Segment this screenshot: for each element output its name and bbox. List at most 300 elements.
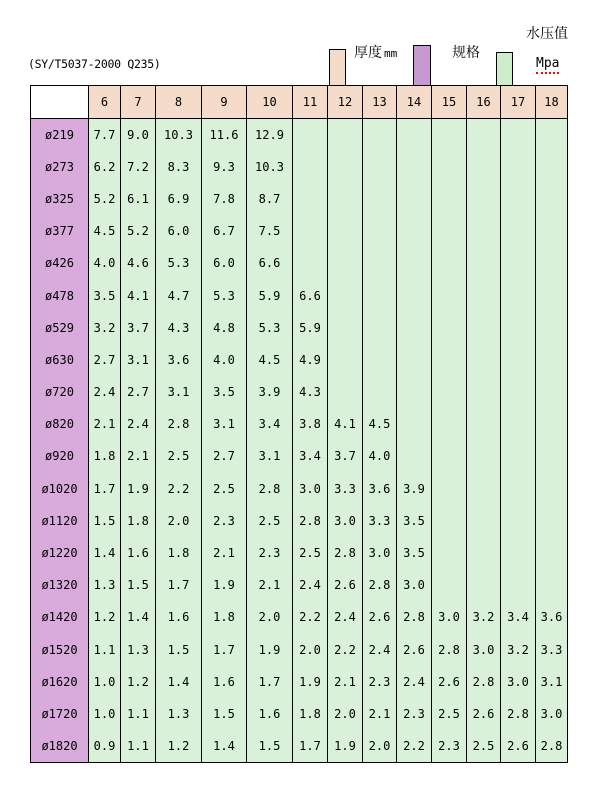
- value-cell: 3.0: [293, 473, 328, 505]
- value-cell: [536, 151, 568, 183]
- value-cell: [501, 408, 536, 440]
- value-cell: 4.0: [202, 344, 247, 376]
- value-cell: 4.8: [202, 312, 247, 344]
- value-cell: 2.6: [363, 601, 397, 633]
- value-cell: 2.5: [467, 730, 501, 762]
- value-cell: [397, 376, 432, 408]
- value-cell: [467, 312, 501, 344]
- row-label-d273: ø273: [31, 151, 89, 183]
- thickness-legend-label: [354, 46, 397, 60]
- value-cell: [467, 119, 501, 151]
- value-cell: 2.8: [328, 537, 363, 569]
- value-cell: 2.6: [397, 634, 432, 666]
- value-cell: 1.1: [89, 634, 121, 666]
- column-header-15: 15: [432, 86, 467, 119]
- value-cell: [501, 376, 536, 408]
- row-label-d325: ø325: [31, 183, 89, 215]
- row-label-d1720: ø1720: [31, 698, 89, 730]
- value-cell: 4.0: [363, 440, 397, 472]
- value-cell: [328, 312, 363, 344]
- value-cell: 2.2: [293, 601, 328, 633]
- value-cell: 3.7: [121, 312, 156, 344]
- value-cell: 1.6: [121, 537, 156, 569]
- value-cell: 2.3: [247, 537, 293, 569]
- value-cell: 2.3: [397, 698, 432, 730]
- row-label-d529: ø529: [31, 312, 89, 344]
- value-cell: 1.7: [202, 634, 247, 666]
- value-cell: [501, 247, 536, 279]
- value-cell: 6.1: [121, 183, 156, 215]
- value-cell: 2.6: [328, 569, 363, 601]
- value-cell: 0.9: [89, 730, 121, 762]
- value-cell: 3.6: [156, 344, 202, 376]
- value-cell: 9.3: [202, 151, 247, 183]
- value-cell: [293, 183, 328, 215]
- value-cell: [501, 440, 536, 472]
- table-row: [31, 537, 568, 569]
- value-cell: 11.6: [202, 119, 247, 151]
- value-cell: [501, 183, 536, 215]
- table-row: [31, 634, 568, 666]
- column-header-11: 11: [293, 86, 328, 119]
- value-cell: 2.7: [89, 344, 121, 376]
- value-cell: [501, 569, 536, 601]
- value-cell: 1.9: [247, 634, 293, 666]
- row-label-d1320: ø1320: [31, 569, 89, 601]
- value-cell: [501, 215, 536, 247]
- value-cell: [467, 537, 501, 569]
- value-cell: 2.5: [293, 537, 328, 569]
- value-cell: 2.0: [363, 730, 397, 762]
- value-cell: 2.4: [363, 634, 397, 666]
- value-cell: 1.8: [202, 601, 247, 633]
- value-cell: 1.5: [89, 505, 121, 537]
- value-cell: 4.0: [89, 247, 121, 279]
- row-label-d1420: ø1420: [31, 601, 89, 633]
- column-header-17: 17: [501, 86, 536, 119]
- value-cell: 1.6: [247, 698, 293, 730]
- value-cell: 3.8: [293, 408, 328, 440]
- table-row: [31, 440, 568, 472]
- thickness-color-swatch: [329, 49, 346, 88]
- row-label-d820: ø820: [31, 408, 89, 440]
- value-cell: 1.5: [121, 569, 156, 601]
- table-row: [31, 730, 568, 762]
- value-cell: 1.9: [121, 473, 156, 505]
- value-cell: [467, 215, 501, 247]
- value-cell: 2.1: [363, 698, 397, 730]
- value-cell: 5.2: [121, 215, 156, 247]
- value-cell: [536, 408, 568, 440]
- value-cell: 10.3: [247, 151, 293, 183]
- pressure-color-swatch: [496, 52, 513, 88]
- value-cell: 5.9: [293, 312, 328, 344]
- value-cell: 3.1: [247, 440, 293, 472]
- value-cell: [397, 215, 432, 247]
- value-cell: 1.5: [156, 634, 202, 666]
- value-cell: [328, 215, 363, 247]
- value-cell: 2.4: [397, 666, 432, 698]
- value-cell: [536, 247, 568, 279]
- value-cell: 2.6: [432, 666, 467, 698]
- value-cell: [501, 312, 536, 344]
- value-cell: 1.8: [121, 505, 156, 537]
- column-header-16: 16: [467, 86, 501, 119]
- value-cell: 4.9: [293, 344, 328, 376]
- value-cell: 2.8: [156, 408, 202, 440]
- column-header-10: 10: [247, 86, 293, 119]
- value-cell: [363, 215, 397, 247]
- value-cell: 3.2: [89, 312, 121, 344]
- value-cell: 1.1: [121, 698, 156, 730]
- value-cell: 5.3: [202, 279, 247, 311]
- row-label-d1620: ø1620: [31, 666, 89, 698]
- value-cell: 4.7: [156, 279, 202, 311]
- value-cell: [363, 247, 397, 279]
- table-row: [31, 215, 568, 247]
- value-cell: 1.4: [156, 666, 202, 698]
- value-cell: [501, 119, 536, 151]
- value-cell: [328, 183, 363, 215]
- value-cell: [363, 376, 397, 408]
- value-cell: [397, 247, 432, 279]
- value-cell: 2.1: [328, 666, 363, 698]
- value-cell: 3.0: [501, 666, 536, 698]
- value-cell: [467, 376, 501, 408]
- value-cell: 2.3: [363, 666, 397, 698]
- value-cell: [432, 440, 467, 472]
- value-cell: 1.0: [89, 698, 121, 730]
- pressure-legend-label: 水压值: [526, 26, 568, 42]
- value-cell: 7.5: [247, 215, 293, 247]
- value-cell: 2.5: [202, 473, 247, 505]
- value-cell: 2.8: [247, 473, 293, 505]
- value-cell: 3.4: [501, 601, 536, 633]
- value-cell: 1.8: [293, 698, 328, 730]
- value-cell: [501, 473, 536, 505]
- value-cell: 3.7: [328, 440, 363, 472]
- value-cell: 1.5: [247, 730, 293, 762]
- row-label-d219: ø219: [31, 119, 89, 151]
- value-cell: 2.2: [397, 730, 432, 762]
- table-row: [31, 247, 568, 279]
- row-label-d426: ø426: [31, 247, 89, 279]
- column-header-7: 7: [121, 86, 156, 119]
- value-cell: 1.5: [202, 698, 247, 730]
- value-cell: [432, 151, 467, 183]
- value-cell: 1.2: [89, 601, 121, 633]
- value-cell: [536, 119, 568, 151]
- value-cell: 6.6: [293, 279, 328, 311]
- value-cell: 8.3: [156, 151, 202, 183]
- value-cell: 1.8: [156, 537, 202, 569]
- value-cell: [536, 505, 568, 537]
- value-cell: [536, 279, 568, 311]
- value-cell: 4.1: [328, 408, 363, 440]
- value-cell: 1.2: [121, 666, 156, 698]
- thickness-unit-text: mm: [384, 47, 398, 60]
- value-cell: [467, 183, 501, 215]
- value-cell: [536, 215, 568, 247]
- value-cell: [293, 151, 328, 183]
- value-cell: 2.2: [156, 473, 202, 505]
- value-cell: [397, 408, 432, 440]
- pressure-unit-label: [536, 57, 559, 70]
- column-header-12: 12: [328, 86, 363, 119]
- value-cell: [536, 537, 568, 569]
- value-cell: 2.3: [432, 730, 467, 762]
- value-cell: 3.9: [397, 473, 432, 505]
- value-cell: [293, 215, 328, 247]
- table-row: [31, 601, 568, 633]
- value-cell: [328, 151, 363, 183]
- value-cell: [501, 505, 536, 537]
- value-cell: [328, 344, 363, 376]
- row-label-d1820: ø1820: [31, 730, 89, 762]
- value-cell: [467, 569, 501, 601]
- table-row: [31, 505, 568, 537]
- value-cell: 3.2: [467, 601, 501, 633]
- value-cell: 3.5: [202, 376, 247, 408]
- spec-color-swatch: [413, 45, 431, 88]
- value-cell: 1.7: [247, 666, 293, 698]
- value-cell: [467, 408, 501, 440]
- value-cell: 2.8: [467, 666, 501, 698]
- value-cell: 6.9: [156, 183, 202, 215]
- standard-title: (SY/T5037-2000 Q235): [28, 57, 161, 71]
- value-cell: [397, 279, 432, 311]
- value-cell: [397, 119, 432, 151]
- value-cell: 3.4: [247, 408, 293, 440]
- value-cell: 2.1: [89, 408, 121, 440]
- value-cell: 12.9: [247, 119, 293, 151]
- value-cell: 3.0: [363, 537, 397, 569]
- value-cell: 2.0: [293, 634, 328, 666]
- value-cell: [467, 440, 501, 472]
- value-cell: [501, 279, 536, 311]
- value-cell: [501, 151, 536, 183]
- value-cell: [536, 440, 568, 472]
- table-row: [31, 376, 568, 408]
- header-row: [31, 86, 568, 119]
- value-cell: 1.9: [202, 569, 247, 601]
- table-row: [31, 666, 568, 698]
- value-cell: 2.0: [156, 505, 202, 537]
- value-cell: 3.5: [397, 537, 432, 569]
- value-cell: [363, 183, 397, 215]
- table-row: [31, 279, 568, 311]
- column-header-9: 9: [202, 86, 247, 119]
- row-label-d478: ø478: [31, 279, 89, 311]
- value-cell: 3.1: [121, 344, 156, 376]
- value-cell: 2.7: [202, 440, 247, 472]
- value-cell: [328, 247, 363, 279]
- value-cell: [467, 151, 501, 183]
- value-cell: [363, 151, 397, 183]
- value-cell: 2.5: [156, 440, 202, 472]
- value-cell: 2.4: [89, 376, 121, 408]
- value-cell: 3.0: [328, 505, 363, 537]
- value-cell: 2.7: [121, 376, 156, 408]
- value-cell: 2.3: [202, 505, 247, 537]
- value-cell: [501, 537, 536, 569]
- value-cell: 2.2: [328, 634, 363, 666]
- value-cell: [432, 279, 467, 311]
- value-cell: [536, 183, 568, 215]
- value-cell: [397, 344, 432, 376]
- value-cell: 2.6: [501, 730, 536, 762]
- value-cell: 3.3: [328, 473, 363, 505]
- value-cell: 2.8: [293, 505, 328, 537]
- value-cell: [432, 408, 467, 440]
- value-cell: [536, 376, 568, 408]
- value-cell: 3.0: [432, 601, 467, 633]
- value-cell: 1.2: [156, 730, 202, 762]
- value-cell: 3.2: [501, 634, 536, 666]
- value-cell: [432, 376, 467, 408]
- value-cell: [432, 537, 467, 569]
- value-cell: 1.9: [328, 730, 363, 762]
- value-cell: [536, 312, 568, 344]
- value-cell: [501, 344, 536, 376]
- spec-legend-label: 规格: [452, 45, 480, 61]
- value-cell: 4.3: [156, 312, 202, 344]
- column-header-14: 14: [397, 86, 432, 119]
- value-cell: 4.6: [121, 247, 156, 279]
- value-cell: 2.8: [397, 601, 432, 633]
- value-cell: 5.3: [247, 312, 293, 344]
- value-cell: [363, 312, 397, 344]
- value-cell: [293, 119, 328, 151]
- value-cell: [432, 312, 467, 344]
- pressure-unit-text: Mpa: [536, 56, 559, 74]
- value-cell: [536, 569, 568, 601]
- value-cell: 3.6: [363, 473, 397, 505]
- value-cell: 6.2: [89, 151, 121, 183]
- value-cell: [432, 473, 467, 505]
- value-cell: 3.1: [156, 376, 202, 408]
- value-cell: 1.4: [202, 730, 247, 762]
- value-cell: 8.7: [247, 183, 293, 215]
- value-cell: 3.0: [467, 634, 501, 666]
- value-cell: 6.0: [202, 247, 247, 279]
- value-cell: [432, 505, 467, 537]
- value-cell: 1.4: [121, 601, 156, 633]
- value-cell: 6.0: [156, 215, 202, 247]
- value-cell: 3.5: [89, 279, 121, 311]
- value-cell: 3.3: [363, 505, 397, 537]
- value-cell: 10.3: [156, 119, 202, 151]
- column-header-6: 6: [89, 86, 121, 119]
- value-cell: 1.9: [293, 666, 328, 698]
- value-cell: 1.7: [156, 569, 202, 601]
- value-cell: 1.4: [89, 537, 121, 569]
- value-cell: 2.8: [501, 698, 536, 730]
- value-cell: 5.2: [89, 183, 121, 215]
- value-cell: 1.8: [89, 440, 121, 472]
- value-cell: [536, 344, 568, 376]
- value-cell: 4.5: [89, 215, 121, 247]
- value-cell: 1.1: [121, 730, 156, 762]
- value-cell: 3.4: [293, 440, 328, 472]
- row-label-d1020: ø1020: [31, 473, 89, 505]
- value-cell: 3.5: [397, 505, 432, 537]
- value-cell: 4.5: [363, 408, 397, 440]
- value-cell: 1.0: [89, 666, 121, 698]
- value-cell: 3.9: [247, 376, 293, 408]
- value-cell: 3.1: [536, 666, 568, 698]
- value-cell: 3.1: [202, 408, 247, 440]
- value-cell: 2.1: [121, 440, 156, 472]
- value-cell: 1.6: [156, 601, 202, 633]
- value-cell: 1.3: [89, 569, 121, 601]
- value-cell: 2.0: [328, 698, 363, 730]
- value-cell: [432, 569, 467, 601]
- value-cell: 2.1: [247, 569, 293, 601]
- value-cell: [328, 119, 363, 151]
- corner-cell: [31, 86, 89, 119]
- value-cell: [432, 183, 467, 215]
- value-cell: [467, 505, 501, 537]
- value-cell: 1.7: [293, 730, 328, 762]
- value-cell: 2.0: [247, 601, 293, 633]
- value-cell: 9.0: [121, 119, 156, 151]
- value-cell: [363, 119, 397, 151]
- table-row: [31, 312, 568, 344]
- value-cell: 2.1: [202, 537, 247, 569]
- value-cell: 7.7: [89, 119, 121, 151]
- value-cell: [536, 473, 568, 505]
- column-header-13: 13: [363, 86, 397, 119]
- column-header-8: 8: [156, 86, 202, 119]
- value-cell: [432, 247, 467, 279]
- value-cell: [328, 279, 363, 311]
- value-cell: 2.4: [293, 569, 328, 601]
- value-cell: 2.5: [247, 505, 293, 537]
- value-cell: [363, 279, 397, 311]
- value-cell: 3.3: [536, 634, 568, 666]
- value-cell: 3.0: [536, 698, 568, 730]
- table-row: [31, 151, 568, 183]
- row-label-d920: ø920: [31, 440, 89, 472]
- value-cell: [432, 119, 467, 151]
- value-cell: 6.7: [202, 215, 247, 247]
- value-cell: 5.9: [247, 279, 293, 311]
- column-header-18: 18: [536, 86, 568, 119]
- value-cell: [467, 473, 501, 505]
- value-cell: 4.5: [247, 344, 293, 376]
- value-cell: [397, 183, 432, 215]
- value-cell: [328, 376, 363, 408]
- pressure-table: [30, 85, 568, 763]
- row-label-d1220: ø1220: [31, 537, 89, 569]
- value-cell: 2.6: [467, 698, 501, 730]
- table-row: [31, 408, 568, 440]
- table-row: [31, 698, 568, 730]
- value-cell: 2.4: [328, 601, 363, 633]
- row-label-d377: ø377: [31, 215, 89, 247]
- row-label-d630: ø630: [31, 344, 89, 376]
- value-cell: [467, 344, 501, 376]
- value-cell: 2.5: [432, 698, 467, 730]
- value-cell: 3.6: [536, 601, 568, 633]
- row-label-d720: ø720: [31, 376, 89, 408]
- table-row: [31, 119, 568, 151]
- value-cell: 6.6: [247, 247, 293, 279]
- value-cell: [397, 151, 432, 183]
- value-cell: 2.8: [363, 569, 397, 601]
- value-cell: 2.4: [121, 408, 156, 440]
